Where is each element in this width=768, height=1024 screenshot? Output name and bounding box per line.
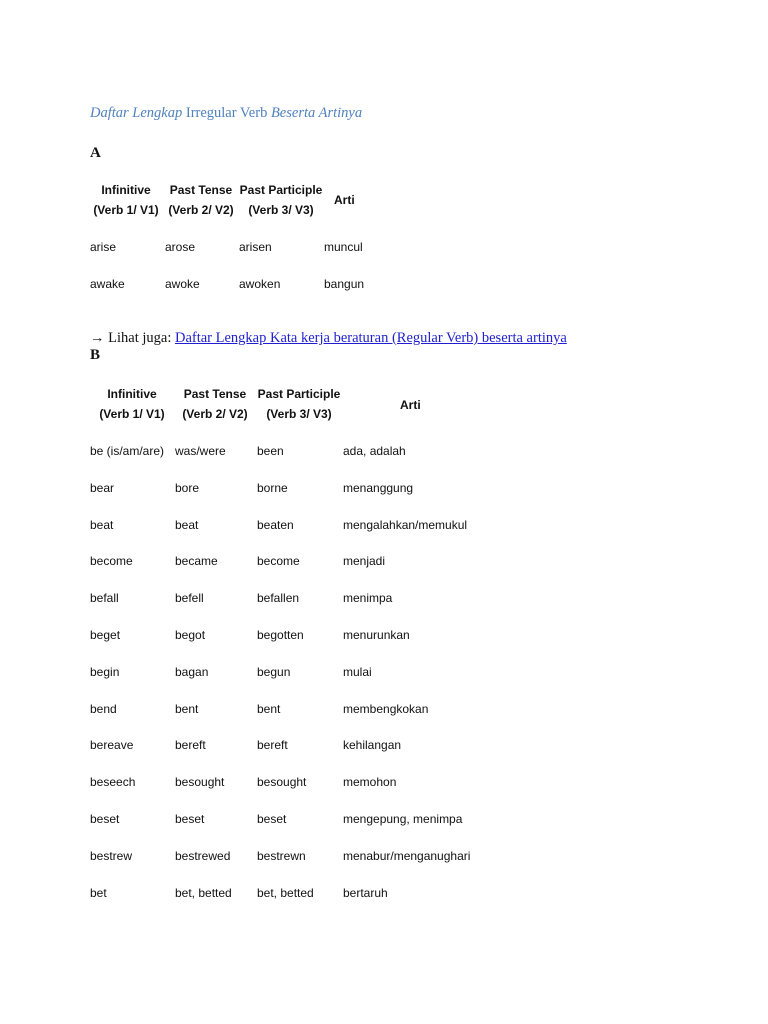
table-cell: arise [90, 240, 117, 254]
table-cell: become [90, 554, 133, 569]
table-cell: begin [90, 664, 120, 679]
table-cell: besought [257, 775, 307, 790]
table-cell: bore [175, 480, 200, 495]
table-cell: borne [257, 480, 288, 495]
header-past-line1: Past Tense [169, 183, 233, 197]
header-past-tense [163, 180, 239, 220]
table-cell: bent [257, 701, 281, 716]
header-infinitive [86, 180, 166, 220]
table-cell: beset [175, 812, 205, 826]
see-also [90, 330, 567, 347]
document-title [90, 105, 362, 122]
table-cell: become [257, 554, 300, 569]
table-cell: beat [175, 517, 199, 532]
section-letter-a: A [90, 145, 101, 161]
title-part-1: Daftar Lengkap [90, 105, 183, 121]
table-cell: befallen [257, 591, 300, 606]
table-cell: bet [90, 885, 107, 900]
table-cell: menanggung [343, 480, 414, 495]
table-cell: beat [90, 517, 114, 532]
table-cell: bear [90, 480, 115, 495]
title-part-3: Beserta Artinya [270, 105, 363, 121]
see-also-prefix: → Lihat juga: [90, 330, 172, 346]
table-cell: bangun [324, 276, 365, 291]
table-cell: beset [257, 812, 287, 826]
table-cell: bestrewed [175, 848, 231, 863]
table-cell: arose [165, 240, 196, 254]
table-cell: mulai [343, 664, 372, 679]
table-cell: menabur/menganughari [343, 848, 471, 863]
header-infinitive-b [92, 384, 172, 424]
header-past-participle-b [254, 384, 344, 424]
table-cell: bet, betted [257, 885, 314, 900]
header-participle-b-line2: (Verb 3/ V3) [266, 407, 332, 421]
regular-verb-link[interactable]: Daftar Lengkap Kata kerja beraturan (Regular Verb) beserta artinya [174, 330, 567, 346]
table-cell: awoke [165, 276, 200, 291]
header-infinitive-line1: Infinitive [101, 183, 151, 197]
table-cell: bereft [175, 738, 206, 753]
header-past-line2: (Verb 2/ V2) [168, 203, 234, 217]
table-cell: bagan [175, 664, 209, 679]
table-cell: bet, betted [175, 885, 232, 900]
table-cell: begot [175, 628, 206, 642]
table-cell: kehilangan [343, 738, 402, 753]
table-cell: menjadi [343, 554, 386, 569]
table-cell: memohon [343, 775, 397, 790]
table-cell: beset [90, 812, 120, 826]
table-cell: awoken [239, 276, 281, 291]
header-past-b-line1: Past Tense [183, 387, 247, 401]
header-infinitive-line2: (Verb 1/ V1) [93, 203, 159, 217]
header-arti: Arti [334, 193, 355, 207]
header-past-participle [236, 180, 326, 220]
table-cell: beseech [90, 775, 136, 790]
table-cell: befell [175, 591, 204, 606]
table-cell: begun [257, 664, 291, 679]
header-infinitive-b-line1: Infinitive [107, 387, 157, 401]
table-cell: beaten [257, 517, 294, 532]
header-infinitive-b-line2: (Verb 1/ V1) [99, 407, 165, 421]
header-participle-line1: Past Participle [239, 183, 323, 197]
table-cell: menimpa [343, 591, 393, 606]
table-cell: menurunkan [343, 628, 410, 642]
table-cell: mengalahkan/memukul [343, 517, 468, 532]
table-cell: begotten [257, 628, 304, 642]
table-cell: besought [175, 775, 225, 790]
header-participle-b-line1: Past Participle [257, 387, 341, 401]
table-cell: ada, adalah [343, 444, 406, 458]
section-letter-b: B [90, 347, 101, 363]
table-cell: bereave [90, 738, 134, 753]
table-cell: been [257, 444, 284, 458]
table-cell: bestrew [90, 848, 133, 863]
header-arti-b: Arti [400, 398, 421, 412]
table-cell: bent [175, 701, 199, 716]
table-cell: beget [90, 628, 121, 642]
header-past-tense-b [177, 384, 253, 424]
table-cell: membengkokan [343, 701, 429, 716]
table-cell: bereft [257, 738, 288, 753]
table-cell: be (is/am/are) [90, 444, 165, 458]
table-cell: muncul [324, 240, 363, 254]
table-cell: bertaruh [343, 885, 388, 900]
table-cell: bestrewn [257, 848, 306, 863]
table-cell: bend [90, 701, 117, 716]
title-part-2: Irregular Verb [185, 105, 268, 121]
table-cell: befall [90, 591, 119, 606]
table-cell: arisen [239, 240, 272, 254]
header-past-b-line2: (Verb 2/ V2) [182, 407, 248, 421]
table-cell: awake [90, 276, 125, 291]
table-cell: became [175, 554, 218, 569]
header-participle-line2: (Verb 3/ V3) [248, 203, 314, 217]
table-cell: mengepung, menimpa [343, 812, 463, 826]
table-cell: was/were [175, 444, 226, 458]
